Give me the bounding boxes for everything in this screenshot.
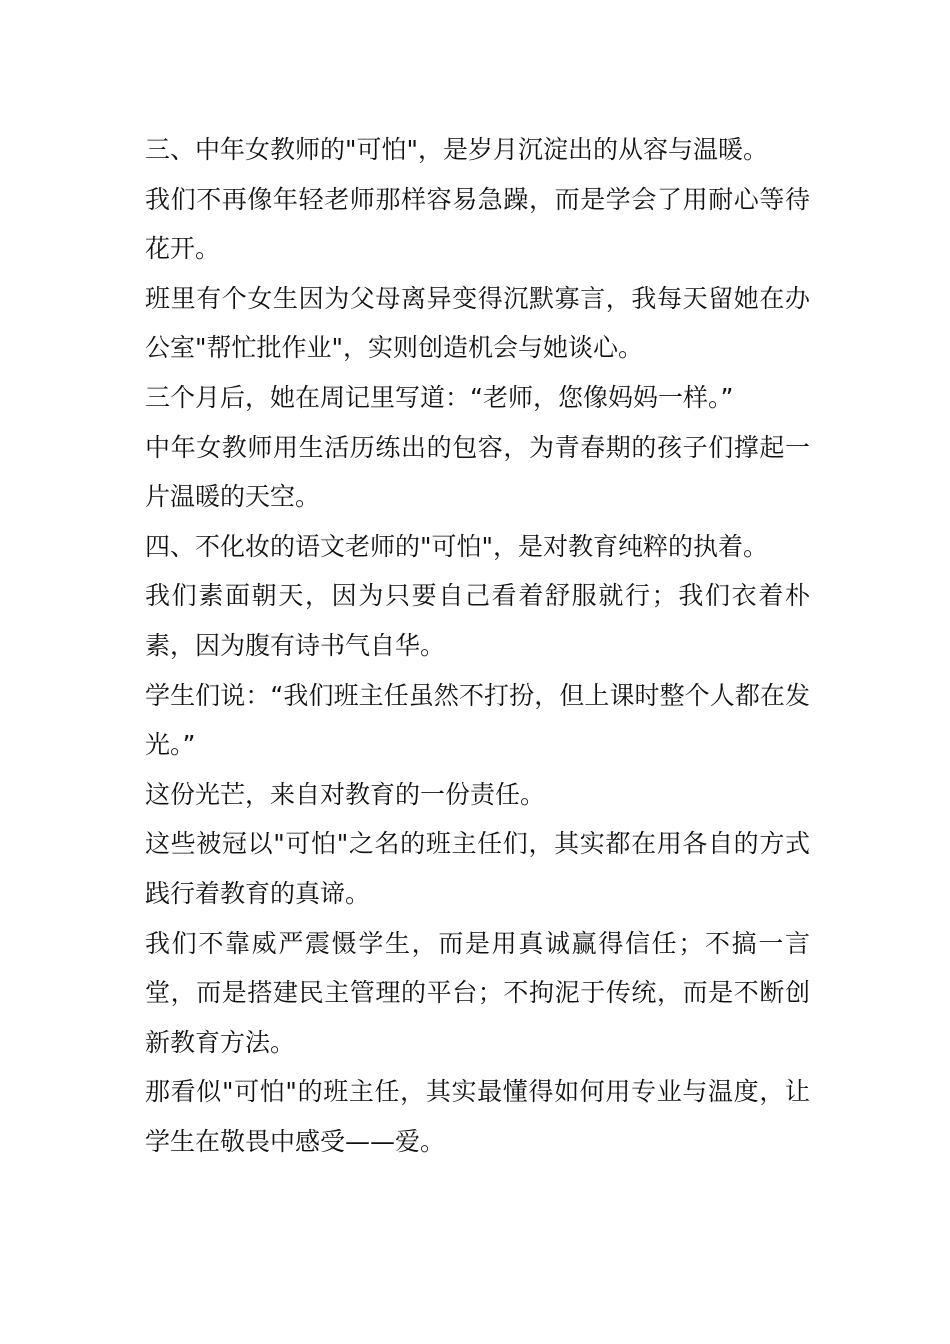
paragraph-section-three-heading: 三、中年女教师的"可怕"，是岁月沉淀出的从容与温暖。 — [145, 135, 769, 164]
paragraph: 我们不再像年轻老师那样容易急躁，而是学会了用耐心等待花开。 — [145, 184, 810, 264]
paragraph-conclusion: 那看似"可怕"的班主任，其实最懂得如何用专业与温度，让学生在敬畏中感受——爱。 — [145, 1077, 810, 1156]
article-body — [145, 125, 810, 1166]
paragraph: 班里有个女生因为父母离异变得沉默寡言，我每天留她在办公室"帮忙批作业"，实则创造机会与她谈心。 — [145, 283, 810, 363]
paragraph-section-four-heading: 四、不化妆的语文老师的"可怕"，是对教育纯粹的执着。 — [145, 531, 769, 561]
paragraph: 学生们说：“我们班主任虽然不打扮，但上课时整个人都在发光。” — [145, 680, 810, 760]
paragraph: 这份光芒，来自对教育的一份责任。 — [145, 779, 546, 809]
paragraph: 三个月后，她在周记里写道：“老师，您像妈妈一样。” — [145, 382, 734, 412]
paragraph: 这些被冠以"可怕"之名的班主任们，其实都在用各自的方式践行着教育的真谛。 — [145, 829, 810, 908]
paragraph: 我们不靠威严震慑学生，而是用真诚赢得信任；不搞一言堂，而是搭建民主管理的平台；不拘泥于传统，而是不断创新教育方法。 — [145, 928, 810, 1057]
paragraph: 我们素面朝天，因为只要自己看着舒服就行；我们衣着朴素，因为腹有诗书气自华。 — [145, 581, 810, 660]
paragraph: 中年女教师用生活历练出的包容，为青春期的孩子们撑起一片温暖的天空。 — [145, 432, 810, 512]
